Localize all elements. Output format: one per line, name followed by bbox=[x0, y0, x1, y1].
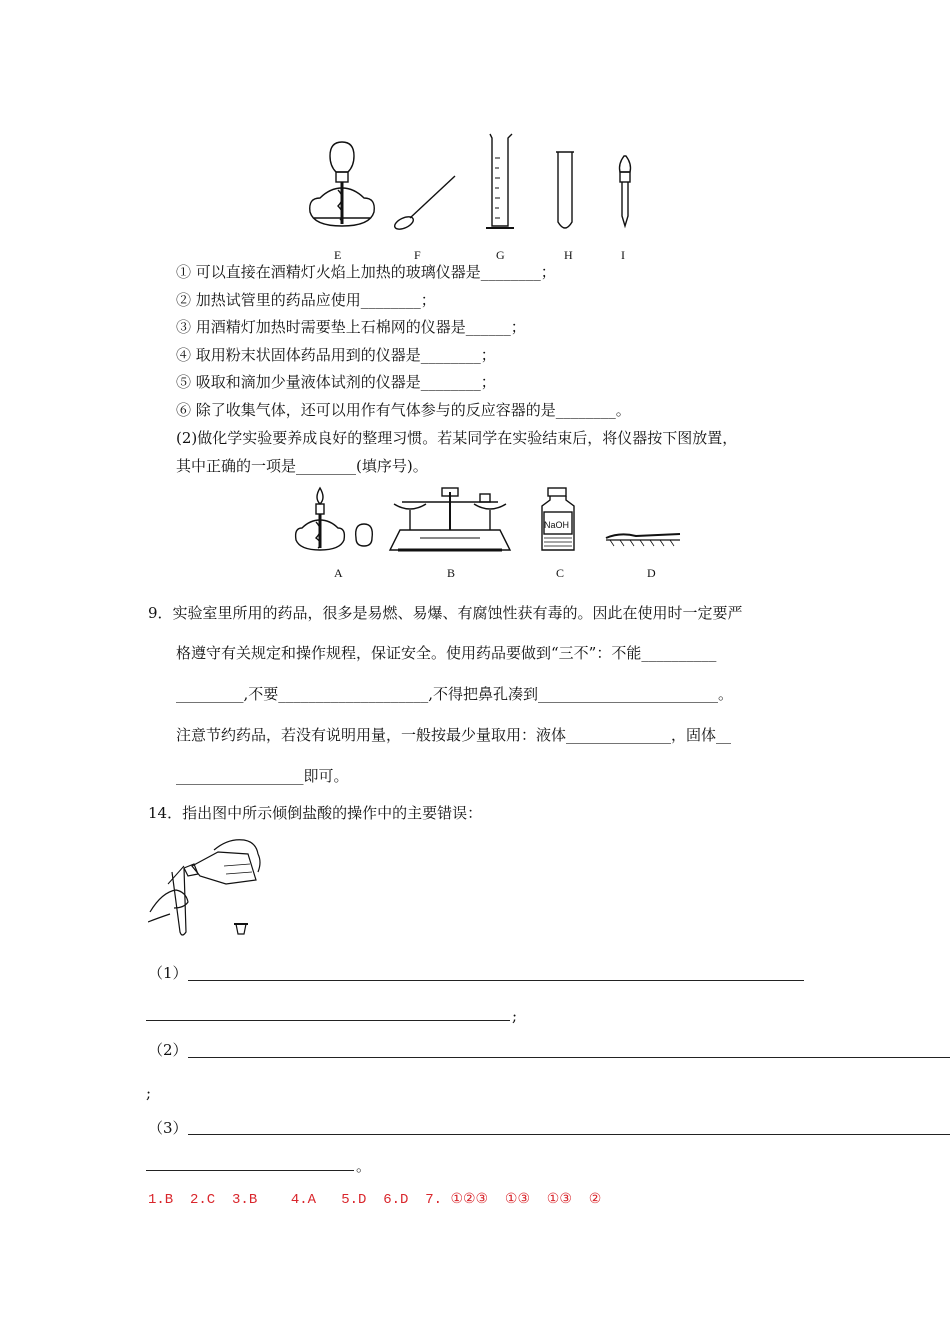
q8-item-6: ⑥ 除了收集气体，还可以用作有气体参与的反应容器的是________。 bbox=[176, 401, 631, 419]
reagent-bottle-icon bbox=[542, 488, 574, 550]
figure1-label-i: I bbox=[621, 248, 625, 262]
figure1-label-h: H bbox=[564, 248, 573, 262]
alcohol-lamp-uncapped-icon bbox=[296, 488, 373, 550]
q8-part2-line1: (2)做化学实验要养成良好的整理习惯。若某同学在实验结束后，将仪器按下图放置， bbox=[176, 429, 738, 447]
figure2-label-b: B bbox=[447, 566, 456, 580]
q14-item-1-answer-line-a[interactable] bbox=[188, 980, 804, 981]
q8-item-4: ④ 取用粉末状固体药品用到的仪器是________； bbox=[176, 346, 496, 364]
q9-line-1: 9．实验室里所用的药品，很多是易燃、易爆、有腐蚀性获有毒的。因此在使用时一定要严 bbox=[148, 604, 743, 622]
measuring-cylinder-icon bbox=[486, 134, 514, 228]
q9-line-2: 格遵守有关规定和操作规程，保证安全。使用药品要做到“三不”：不能__________ bbox=[176, 644, 717, 662]
q9-line-4: 注意节约药品，若没有说明用量，一般按最少量取用：液体______________，固体__ bbox=[176, 726, 732, 744]
alcohol-lamp-capped-icon bbox=[310, 142, 375, 226]
q14-item-2-end: ; bbox=[146, 1084, 152, 1102]
q14-item-1-label: （1） bbox=[148, 964, 188, 982]
figure2-label-a: A bbox=[334, 566, 343, 580]
figure1-label-f: F bbox=[414, 248, 421, 262]
test-tube-icon bbox=[556, 152, 574, 228]
apparatus-figure-a-to-d bbox=[290, 484, 690, 560]
apparatus-figure-e-to-i bbox=[300, 128, 660, 260]
test-tube-brush-icon bbox=[606, 534, 680, 546]
q8-item-3: ③ 用酒精灯加热时需要垫上石棉网的仪器是______； bbox=[176, 318, 526, 336]
q14-item-2-answer-line[interactable] bbox=[188, 1057, 950, 1058]
q14-item-3-end: 。 bbox=[356, 1157, 372, 1175]
q8-part2-line2: 其中正确的一项是________(填序号)。 bbox=[176, 457, 428, 475]
q14-title: 14．指出图中所示倾倒盐酸的操作中的主要错误： bbox=[148, 804, 483, 822]
dropper-icon bbox=[620, 156, 631, 226]
figure1-label-e: E bbox=[334, 248, 342, 262]
q14-item-3-answer-line-a[interactable] bbox=[188, 1134, 950, 1135]
figure1-label-g: G bbox=[496, 248, 505, 262]
q8-item-2: ② 加热试管里的药品应使用________； bbox=[176, 291, 436, 309]
q14-item-2-label: （2） bbox=[148, 1041, 188, 1059]
q8-item-1: ① 可以直接在酒精灯火焰上加热的玻璃仪器是________； bbox=[176, 263, 556, 281]
q9-line-3: _________,不要____________________,不得把鼻孔凑到________________________。 bbox=[176, 685, 734, 703]
pouring-hcl-figure bbox=[148, 832, 268, 944]
figure2-label-d: D bbox=[647, 566, 656, 580]
medicine-spoon-icon bbox=[393, 176, 455, 232]
answer-key: 1.B 2.C 3.B 4.A 5.D 6.D 7. ①②③ ①③ ①③ ② bbox=[148, 1192, 602, 1208]
q14-item-1-answer-line-b[interactable] bbox=[146, 1020, 510, 1021]
figure2-label-c: C bbox=[556, 566, 565, 580]
q14-item-3-label: （3） bbox=[148, 1119, 188, 1137]
q9-line-5: _________________即可。 bbox=[176, 767, 349, 785]
q8-item-5: ⑤ 吸取和滴加少量液体试剂的仪器是________； bbox=[176, 373, 496, 391]
q14-item-3-answer-line-b[interactable] bbox=[146, 1170, 354, 1171]
balance-scale-icon bbox=[390, 488, 510, 550]
q14-item-1-end: ; bbox=[512, 1007, 518, 1025]
naoh-label: NaOH bbox=[544, 520, 570, 530]
